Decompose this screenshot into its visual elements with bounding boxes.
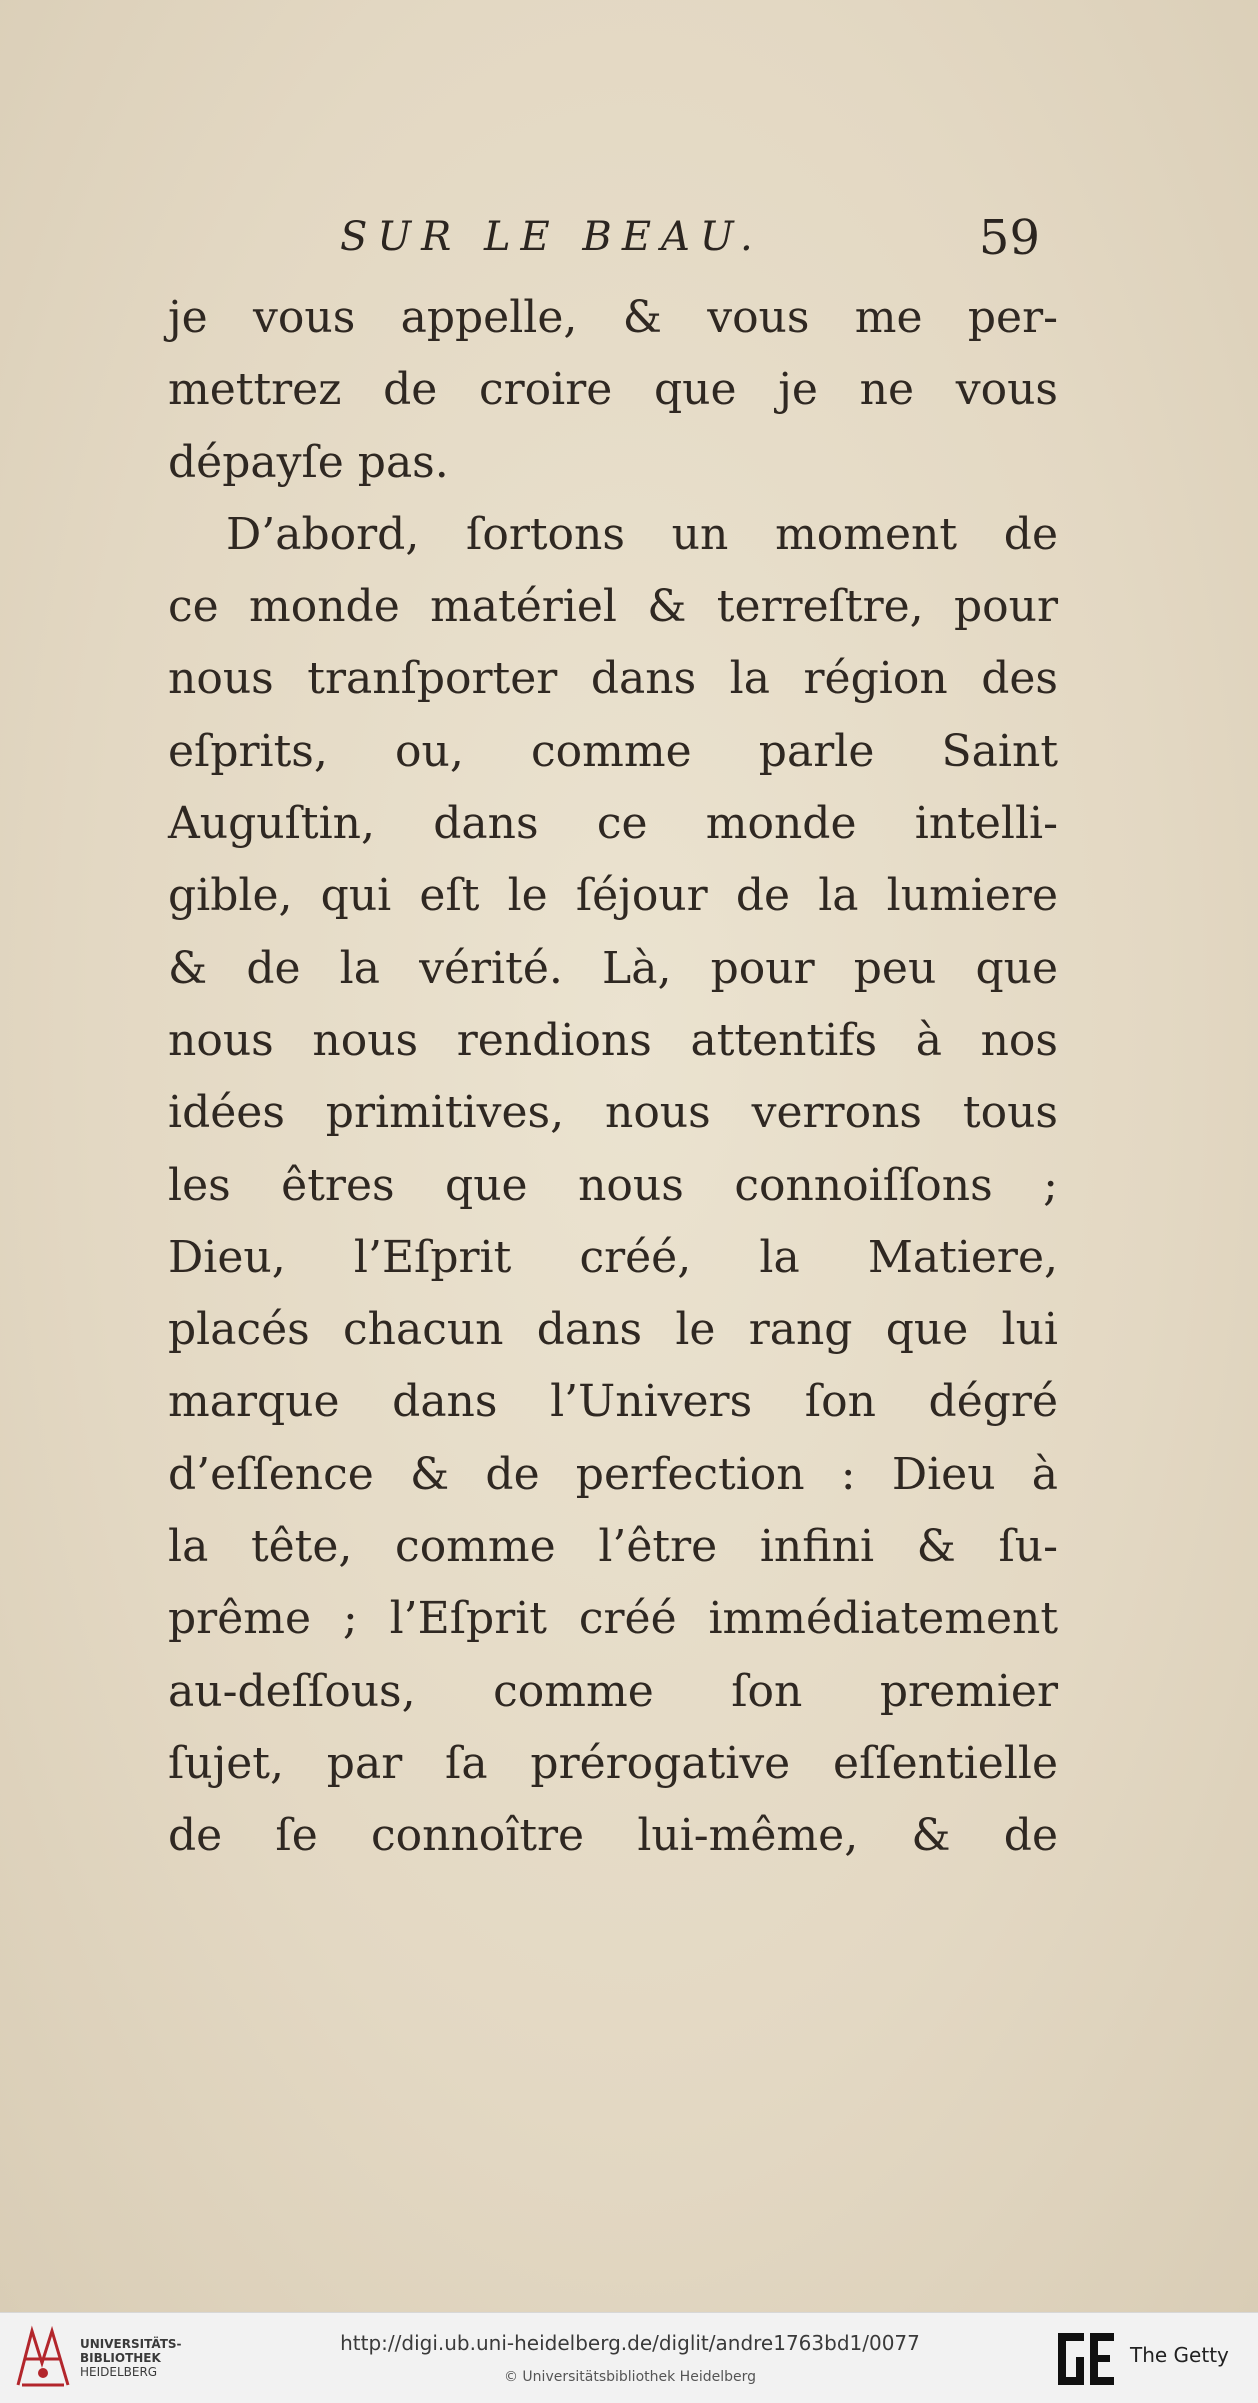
library-seal-icon[interactable] [12,2323,74,2393]
permalink-url[interactable]: http://digi.ub.uni-heidelberg.de/diglit/andre1763bd1/0077 [340,2331,920,2355]
text-line: idées primitives, nous verrons tous [168,1087,1058,1139]
text-line: de ſe connoître lui-même, & de [168,1810,1058,1862]
text-line: je vous appelle, & vous me per- [168,292,1058,343]
running-title: SUR LE BEAU. [340,214,763,260]
body-text [168,282,1058,1873]
text-line: mettrez de croire que je ne vous [168,364,1058,416]
partner-name: The Getty [1130,2343,1229,2367]
text-line: ſujet, par ſa prérogative eſſentielle [168,1737,1058,1789]
library-city: HEIDELBERG [80,2365,158,2379]
text-line: la tête, comme l’être infini & ſu- [168,1521,1058,1573]
text-line: D’abord, ſortons un moment de [226,508,1058,560]
text-line: marque dans l’Univers ſon dégré [168,1376,1058,1428]
text-line: gible, qui eſt le ſéjour de la lumiere [168,870,1058,922]
text-line: & de la vérité. Là, pour peu que [168,942,1058,994]
text-line: nous tranſporter dans la région des [168,653,1058,705]
text-line: ce monde matériel & terreſtre, pour [168,581,1058,633]
getty-logo-icon[interactable] [1056,2331,1116,2387]
page-number: 59 [978,210,1040,266]
text-line: nous nous rendions attentifs à nos [168,1014,1058,1066]
text-line: prême ; l’Eſprit créé immédiatement [168,1593,1058,1645]
text-line: placés chacun dans le rang que lui [168,1304,1058,1356]
page-header [340,210,1060,270]
viewer-footer [0,2312,1258,2403]
text-line: dépayſe pas. [168,436,449,488]
text-line: au-deſſous, comme ſon premier [168,1665,1058,1717]
library-name-line-1: UNIVERSITÄTS- [80,2337,182,2351]
copyright-notice: © Universitätsbibliothek Heidelberg [503,2369,756,2385]
text-line: Dieu, l’Eſprit créé, la Matiere, [168,1231,1058,1283]
library-name [80,2337,240,2379]
library-name-line-2: BIBLIOTHEK [80,2351,161,2365]
text-line: les êtres que nous connoiſſons ; [168,1159,1058,1211]
text-line: d’eſſence & de perfection : Dieu à [168,1448,1058,1500]
text-line: Auguſtin, dans ce monde intelli- [168,798,1058,850]
text-line: eſprits, ou, comme parle Saint [168,725,1058,777]
